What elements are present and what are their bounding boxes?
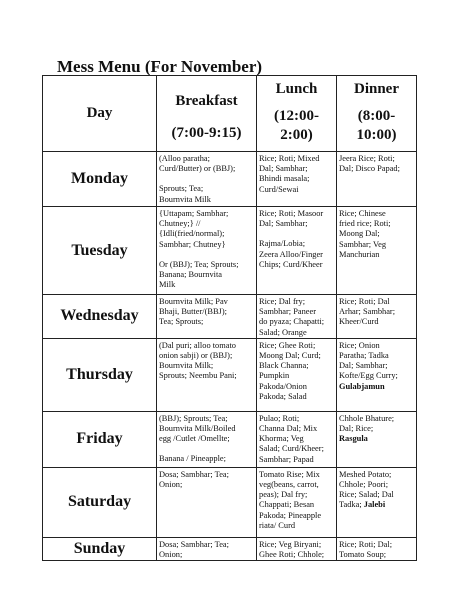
menu-line: Rajma/Lobia; [259, 239, 306, 249]
menu-line: Curd/Butter) or (BBJ); [159, 164, 236, 174]
breakfast-cell [157, 152, 257, 207]
menu-line: Pakoda; Salad [259, 391, 307, 401]
menu-line: Rice; Roti; Dal; [339, 539, 393, 549]
menu-line: Dosa; Sambhar; Tea; [159, 539, 229, 549]
dinner-cell [337, 537, 417, 560]
menu-line: Rice; Salad; Dal [339, 490, 394, 500]
day-cell [43, 338, 157, 411]
header-breakfast [157, 76, 257, 152]
header-lunch-time-1: (12:00- [274, 108, 319, 124]
menu-table [42, 75, 417, 561]
lunch-cell [257, 537, 337, 560]
menu-row-sunday [43, 537, 417, 560]
menu-line: Chhole Bhature; [339, 413, 395, 423]
menu-line: Rice; Onion [339, 340, 380, 350]
menu-line: Pakoda; Pineapple [259, 510, 322, 520]
menu-line: Milk [159, 280, 176, 290]
breakfast-cell [157, 537, 257, 560]
dinner-cell [337, 411, 417, 467]
menu-line: Rice; Dal fry; [259, 297, 306, 306]
header-lunch-time-2: 2:00) [280, 127, 313, 143]
menu-line: Chappati; Besan [259, 500, 315, 510]
menu-row-tuesday [43, 207, 417, 295]
menu-line: Manchurian [339, 249, 380, 259]
menu-line: Moong Dal; [339, 229, 380, 239]
header-dinner-time-1: (8:00- [357, 108, 396, 124]
menu-line: Rice; Ghee Roti; [259, 340, 316, 350]
menu-line: Dal; Sambhar; [259, 164, 308, 174]
menu-line: Ghee Roti; Chhole; [259, 550, 325, 560]
dessert-label: Gulabjamun [339, 381, 385, 391]
menu-line: Dal; Sambhar; [259, 219, 308, 229]
menu-line: Kofte/Egg Curry; [339, 371, 398, 381]
menu-line: Chhole; Poori; [339, 480, 389, 490]
menu-line: Chips; Curd/Kheer [259, 259, 323, 269]
day-cell [43, 467, 157, 537]
menu-line: egg /Cutlet /Omellte; [159, 434, 230, 444]
menu-line: Bhindi masala; [259, 174, 310, 184]
menu-line: Tomato Soup; [339, 550, 387, 560]
menu-line: Bournvita Milk; [159, 361, 214, 371]
day-cell [43, 152, 157, 207]
menu-line: Bournvita Milk [159, 194, 211, 204]
menu-line: (Alloo paratha; [159, 154, 210, 163]
menu-line: (BBJ); Sprouts; Tea; [159, 413, 228, 423]
menu-line: Paratha; Tadka [339, 351, 389, 361]
menu-line: Bhaji, Butter/(BBJ); [159, 307, 227, 317]
menu-line: Sambhar; Paneer [259, 307, 316, 317]
menu-line: Pulao; Roti; [259, 413, 300, 423]
menu-line: riata/ Curd [259, 520, 296, 530]
menu-row-wednesday [43, 295, 417, 339]
header-dinner [337, 76, 417, 152]
menu-line: Rice; Roti; Dal [339, 297, 390, 306]
menu-line: Jeera Rice; Roti; [339, 154, 395, 163]
menu-row-saturday [43, 467, 417, 537]
breakfast-cell [157, 295, 257, 339]
header-row [43, 76, 417, 152]
lunch-cell [257, 467, 337, 537]
dessert-label: Rasgula [339, 434, 368, 444]
header-dinner-time-2: 10:00) [356, 127, 397, 143]
menu-line: Sambhar; Papad [259, 454, 314, 464]
header-day-label: Day [86, 105, 113, 121]
menu-line: Banana / Pineapple; [159, 454, 226, 464]
lunch-cell [257, 207, 337, 295]
day-cell [43, 411, 157, 467]
breakfast-cell [157, 411, 257, 467]
lunch-cell [257, 411, 337, 467]
dinner-line-prefix: Tadka; [339, 500, 364, 510]
lunch-cell [257, 338, 337, 411]
menu-line: Dal; Sambhar; [339, 361, 388, 371]
dessert-label: Jalebi [363, 500, 386, 510]
menu-line: Bournvita Milk; Pav [159, 297, 228, 306]
menu-line: Black Channa; [259, 361, 309, 371]
menu-line: Salad; Curd/Kheer; [259, 444, 324, 454]
lunch-cell [257, 295, 337, 339]
menu-line: Banana; Bournvita [159, 270, 223, 280]
header-lunch [257, 76, 337, 152]
header-day [43, 76, 157, 152]
dinner-special-line [339, 434, 414, 444]
day-cell [43, 207, 157, 295]
menu-line: Rice; Chinese [339, 209, 386, 218]
day-label: Friday [76, 430, 123, 448]
day-label: Saturday [67, 493, 132, 511]
menu-line: Bournvita Milk/Boiled [159, 424, 236, 434]
breakfast-cell [157, 467, 257, 537]
day-cell [43, 295, 157, 339]
dinner-cell [337, 338, 417, 411]
menu-line: Rice; Roti; Mixed [259, 154, 320, 163]
day-label: Wednesday [60, 307, 139, 325]
menu-line: Tomato Rise; Mix [259, 469, 320, 479]
menu-line: Sprouts; Neembu Pani; [159, 371, 237, 381]
menu-line: Pakoda/Onion [259, 381, 307, 391]
day-label: Tuesday [71, 241, 128, 259]
menu-line: Tea; Sprouts; [159, 317, 204, 327]
menu-line: {Uttapam; Sambhar; [159, 209, 229, 218]
menu-line: fried rice; Roti; [339, 219, 391, 229]
header-lunch-label: Lunch [275, 81, 318, 97]
menu-line: Sprouts; Tea; [159, 184, 204, 194]
breakfast-cell [157, 207, 257, 295]
menu-line: Dosa; Sambhar; Tea; [159, 469, 229, 479]
menu-line: Arhar; Sambhar; [339, 307, 396, 317]
menu-line: Channa Dal; Mix [259, 424, 318, 434]
dinner-cell [337, 207, 417, 295]
dinner-cell [337, 152, 417, 207]
menu-line: Curd/Sewai [259, 184, 299, 194]
page-title: Mess Menu (For November) [57, 57, 263, 76]
lunch-cell [257, 152, 337, 207]
header-dinner-label: Dinner [354, 81, 399, 97]
dinner-special-line [339, 382, 414, 392]
menu-row-friday [43, 411, 417, 467]
day-label: Thursday [66, 365, 133, 383]
dinner-cell [337, 467, 417, 537]
menu-line: onion sabji) or (BBJ); [159, 351, 233, 361]
menu-line: Kheer/Curd [339, 317, 379, 327]
menu-line: {Idli(fried/normal); [159, 229, 225, 239]
menu-line: (Dal puri; alloo tomato [159, 340, 236, 350]
menu-line: Moong Dal; Curd; [259, 351, 321, 361]
menu-line: Pumpkin [259, 371, 290, 381]
menu-line: Zeera Alloo/Finger [259, 249, 323, 259]
menu-line: Dal; Disco Papad; [339, 164, 400, 174]
day-label: Sunday [73, 540, 126, 558]
breakfast-cell [157, 338, 257, 411]
dinner-special-line [339, 500, 414, 510]
menu-line: Sambhar; Veg [339, 239, 387, 249]
menu-line: Rice; Veg Biryani; [259, 539, 322, 549]
menu-line: Dal; Rice; [339, 424, 374, 434]
dinner-cell [337, 295, 417, 339]
day-label: Monday [71, 170, 128, 187]
menu-line: Onion; [159, 550, 183, 560]
header-breakfast-time: (7:00-9:15) [171, 125, 242, 141]
menu-row-monday [43, 152, 417, 207]
header-breakfast-label: Breakfast [175, 93, 238, 109]
menu-line: Salad; Orange [259, 327, 307, 337]
day-cell [43, 537, 157, 560]
menu-line: do pyaza; Chapatti; [259, 317, 325, 327]
menu-line: Chutney;} // [159, 219, 201, 229]
menu-line: Meshed Potato; [339, 469, 392, 479]
menu-line: peas); Dal fry; [259, 490, 308, 500]
menu-line: Khorma; Veg [259, 434, 304, 444]
menu-row-thursday [43, 338, 417, 411]
menu-line: Sambhar; Chutney} [159, 239, 226, 249]
menu-line: Rice; Roti; Masoor [259, 209, 324, 218]
menu-line: veg(beans, carrot, [259, 480, 319, 490]
menu-line: Onion; [159, 480, 183, 490]
menu-line: Or (BBJ); Tea; Sprouts; [159, 259, 239, 269]
